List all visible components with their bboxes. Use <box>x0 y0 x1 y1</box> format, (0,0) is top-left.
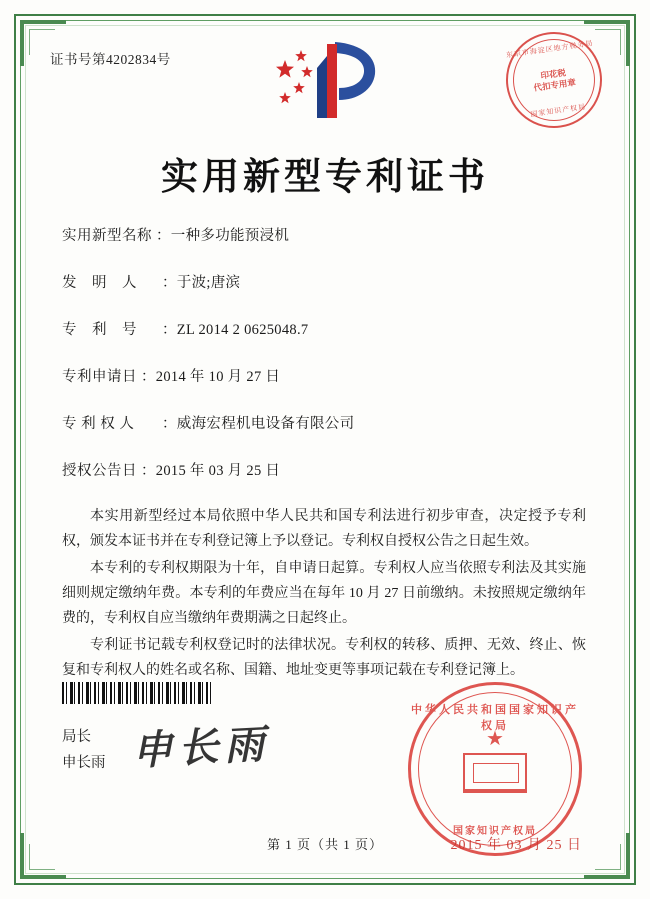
field-label: 专 利 权 人 <box>62 416 135 432</box>
certificate-content <box>40 34 610 865</box>
barcode <box>62 682 212 704</box>
field-value: ：ZL 2014 2 0625048.7 <box>162 322 309 338</box>
national-office-seal <box>408 682 582 856</box>
tax-stamp-arc-top: 东京市海淀区地方税务局 <box>505 39 594 60</box>
legal-paragraph: 本实用新型经过本局依照中华人民共和国专利法进行初步审查，决定授予专利权，颁发本证书并在专利登记簿上予以登记。专利权自授权公告之日起生效。 <box>62 509 586 549</box>
handwritten-signature: 申长雨 <box>131 720 272 775</box>
director-name: 申长雨 <box>62 755 106 771</box>
field-label: 专利申请日 <box>62 369 137 385</box>
field-value: ：一种多功能预浸机 <box>156 228 290 244</box>
legal-text-block <box>62 504 586 685</box>
signature-block <box>62 724 106 776</box>
field-label: 发 明 人 <box>62 275 137 291</box>
seal-date: 2015 年 03 月 25 日 <box>450 838 582 853</box>
tiananmen-icon <box>463 753 527 793</box>
field-grant-announcement-date <box>62 459 588 480</box>
field-patent-number <box>62 318 588 339</box>
field-value: ：威海宏程机电设备有限公司 <box>162 416 355 432</box>
national-office-seal-bottom-text: 国家知识产权局 <box>453 826 537 837</box>
field-application-date <box>62 365 588 386</box>
field-value: ：2015 年 03 月 25 日 <box>141 463 281 479</box>
field-utility-model-name <box>62 224 588 245</box>
field-label: 专 利 号 <box>62 322 137 338</box>
field-label: 实用新型名称 <box>62 228 152 244</box>
tax-stamp-arc-bottom: 国家知识产权局 <box>530 102 587 119</box>
national-office-seal-top-text: 中华人民共和国国家知识产权局 <box>411 704 579 732</box>
tax-stamp-seal <box>500 26 608 134</box>
fields-list <box>62 224 588 506</box>
field-value: ：2014 年 10 月 27 日 <box>141 369 281 385</box>
legal-paragraph: 专利证书记载专利权登记时的法律状况。专利权的转移、质押、无效、终止、恢复和专利权人的姓名或名称、国籍、地址变更等事项记载在专利登记簿上。 <box>62 638 586 678</box>
page-footer: 第 1 页（共 1 页） <box>266 837 383 852</box>
director-label: 局长 <box>62 729 91 745</box>
field-patentee <box>62 412 588 433</box>
certificate-number: 证书号第4202834号 <box>50 52 171 67</box>
star-icon: ★ <box>486 728 504 750</box>
tax-stamp-center-text: 印花税 代扣专用章 <box>532 67 577 93</box>
legal-paragraph: 本专利的专利权期限为十年，自申请日起算。专利权人应当依照专利法及其实施细则规定缴纳年费。本专利的年费应当在每年 10 月 27 日前缴纳。未按照规定缴纳年费的，专利权自应当缴纳年费期满之日起终止。 <box>62 561 586 626</box>
field-label: 授权公告日 <box>62 463 137 479</box>
page-title: 实用新型专利证书 <box>161 154 489 198</box>
cnipa-logo-icon <box>265 38 385 122</box>
field-inventor <box>62 271 588 292</box>
field-value: ：于波;唐滨 <box>162 275 241 291</box>
